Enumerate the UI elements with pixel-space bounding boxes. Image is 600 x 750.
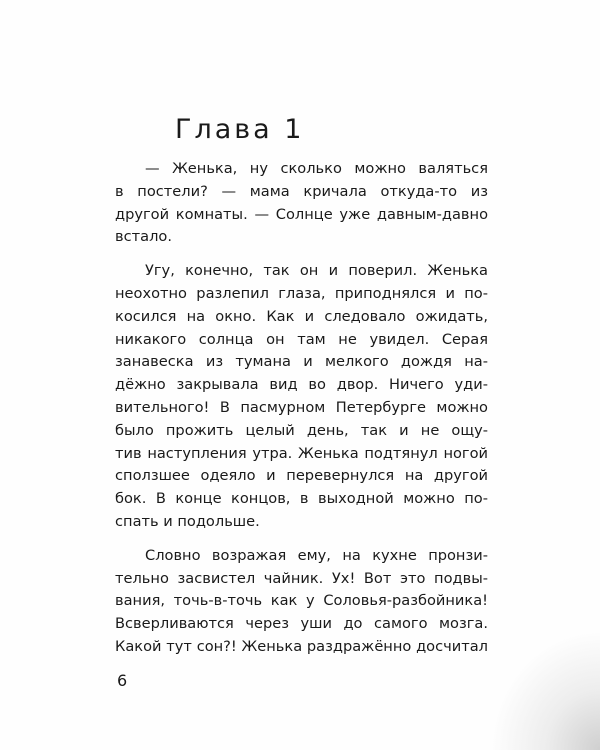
paragraph-3-line-4: Всверливаются через уши до самого мозга. — [115, 615, 488, 633]
paragraph-2-line-2: неохотно разлепил глаза, приподнялся и по- — [115, 284, 488, 302]
paragraph-gap — [115, 534, 488, 545]
paragraph-2-line-5: занавеска из тумана и мелкого дождя на- — [115, 353, 488, 371]
chapter-title: Глава 1 — [175, 114, 305, 145]
page-number: 6 — [117, 671, 128, 690]
paragraph-1-line-2: в постели? — мама кричала откуда-то из — [115, 182, 488, 200]
paragraph-2-line-3: косился на окно. Как и следовало ожидать, — [115, 307, 488, 325]
paragraph-1-line-3: другой комнаты. — Солнце уже давным-давно — [115, 205, 488, 223]
scan-shadow — [490, 630, 600, 750]
paragraph-2-line-10: сползшее одеяло и перевернулся на другой — [115, 467, 488, 485]
paragraph-2-line-1: Угу, конечно, так он и поверил. Женька — [145, 262, 488, 280]
paragraph-2-line-12: спать и подольше. — [115, 512, 260, 530]
paragraph-2-line-9: тив наступления утра. Женька подтянул ногой — [115, 444, 488, 462]
paragraph-2-line-8: было прожить целый день, так и не ощу- — [115, 421, 488, 439]
paragraph-3-line-1: Словно возражая ему, на кухне пронзи- — [145, 546, 488, 564]
paragraph-2-line-6: дёжно закрывала вид во двор. Ничего уди- — [115, 376, 488, 394]
paragraph-gap — [115, 249, 488, 260]
paragraph-3-line-2: тельно засвистел чайник. Ух! Вот это подвы- — [115, 569, 488, 587]
paragraph-1-line-4: встало. — [115, 228, 172, 246]
body-text — [115, 158, 488, 659]
paragraph-2-line-11: бок. В конце концов, в выходной можно по- — [115, 490, 488, 508]
paragraph-2-line-4: никакого солнца он там не увидел. Серая — [115, 330, 488, 348]
paragraph-3-line-5: Какой тут сон?! Женька раздражённо досчитал — [115, 637, 488, 655]
paragraph-3-line-3: вания, точь-в-точь как у Соловья-разбойника! — [115, 592, 488, 610]
paragraph-1-line-1: — Женька, ну сколько можно валяться — [145, 160, 488, 177]
paragraph-2-line-7: вительного! В пасмурном Петербурге можно — [115, 398, 488, 416]
